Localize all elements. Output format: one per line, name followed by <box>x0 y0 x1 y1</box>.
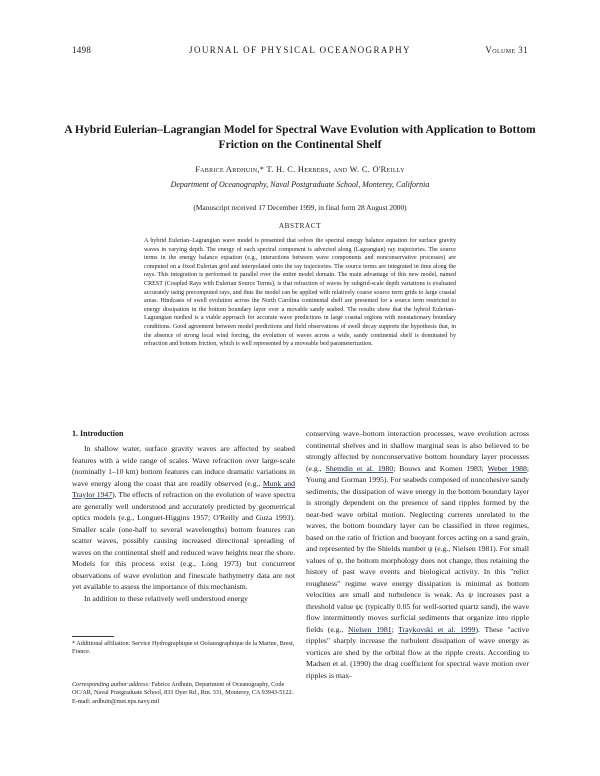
abstract-text: A hybrid Eulerian–Lagrangian wave model is presented that solves the spectral energy balance equation for surface gravity waves in varying depth. The energy of each spectral component is advected along (Lagrangian) ray trajectories. The source terms in the energy balance equation (e.g., interactions between wave components and nonconservative processes) are computed on a fixed Eulerian grid and interpolated onto the ray trajectories. The source terms are integrated in time along the rays. This integration is performed in parallel over the entire model domain. The main advantage of this new model, named CREST (Coupled Rays with Eulerian Source Terms), is that refraction of waves by subgrid-scale depth variations is evaluated accurately using precomputed rays, and thus the model can be applied with relatively coarse source term grids to large coastal areas. Hindcasts of swell evolution across the North Carolina continental shelf are presented for a source term restricted to energy dissipation in the bottom boundary layer over a movable sandy seabed. The results show that the hybrid Eulerian–Lagrangian method is a viable approach for accurate wave predictions in large coastal regions with nonstationary boundary conditions. Good agreement between model predictions and field observations of swell decay supports the hypothesis that, in the absence of strong local wind forcing, the evolution of waves across a wide, sandy continental shelf is dominated by refraction and bottom friction, which is well represented by a moveable bed parameterization. <box>144 238 456 348</box>
citation-link[interactable]: Munk and Traylor 1947 <box>72 478 295 499</box>
author-list: Fabrice Ardhuin,* T. H. C. Herbers, and W. C. O'Reilly <box>195 165 405 174</box>
citation-link[interactable]: Traykovski et al. 1999 <box>398 624 476 634</box>
paragraph-text: ; Bouws and Komen 1983; <box>393 463 488 473</box>
paragraph-text: conserving wave–bottom interaction processes, wave evolution across continental shelves and in shallow marginal seas is also believed to be strongly affected by nonconservative bottom boundary layer processes (e.g., <box>306 429 529 473</box>
page-number: 1498 <box>72 45 92 55</box>
manuscript-dates: (Manuscript received 17 December 1999, in final form 28 August 2000) <box>193 203 407 212</box>
volume-label: Volume 31 <box>485 45 528 55</box>
citation-link[interactable]: Weber 1988 <box>487 463 527 473</box>
paragraph <box>72 443 295 593</box>
section-heading: 1. Introduction <box>72 429 124 438</box>
citation-link[interactable]: Nielsen 1981 <box>348 624 392 634</box>
right-column <box>306 428 529 681</box>
paragraph-text: In shallow water, surface gravity waves are affected by seabed features with a wide range of scales. Wave refraction over large-scale (nominally 1–10 km) bottom features can induce dramatic variations in wave energy along the coast that are readily observed (e.g., <box>72 444 295 488</box>
correspondence-label: Corresponding author address: <box>72 681 150 688</box>
correspondence-block <box>72 681 295 706</box>
journal-name: JOURNAL OF PHYSICAL OCEANOGRAPHY <box>189 45 411 55</box>
email-address[interactable]: E-mail: ardhuin@met.nps.navy.mil <box>72 697 160 705</box>
paragraph-text: ; Young and Gorman 1995). For seabeds composed of noncohesive sandy sediments, the dissipation of wave energy in the bottom boundary layer is strongly dependent on the presence of sand ripples formed by the near-bed wave orbital motion. Neglecting currents unrelated to the waves, the bottom boundary layer can be classified in three regimes, based on the ratio of friction and buoyant forces acting on a sand grain, and represented by the Shields number ψ (e.g., Nielsen 1981). For small values of ψ, the bottom morphology does not change, thus retaining the history of past wave events and biological activity. In this "relict roughness" regime wave energy dissipation is minimal as bottom velocities are small and turbulence is weak. As ψ increases past a threshold value ψc (typically 0.05 for well-sorted quartz sand), the wave flow intermittently moves surficial sediments that organize into ripple fields (e.g., <box>306 463 529 634</box>
paragraph-text: ). The effects of refraction on the evolution of wave spectra are generally well understood and accurately predicted by geometrical optics models (e.g., Longuet-Higgins 1957; O'Reilly and Guza 1993). Smaller scale (one-half to several wavelengths) bottom features can scatter waves, possibly causing increased directional spreading of waves on the continental shelf and reduced wave heights near the shore. Models for this process exist (e.g., Long 1973) but concurrent observations of wave evolution and finescale bathymetry data are not yet available to assess the importance of this mechanism. <box>72 490 295 591</box>
abstract-heading: ABSTRACT <box>278 222 322 230</box>
paragraph-text: ). These "active ripples" sharply increase the turbulent dissipation of wave energy as vortices are shed by the orbital flow at the ripple crests. According to Madsen et al. (1990) the drag coefficient for spectral wave motion over ripples is max- <box>306 624 530 680</box>
paragraph <box>306 428 529 681</box>
footnote-rule <box>72 636 114 637</box>
citation-link[interactable]: Shemdin et al. 1980 <box>325 463 394 473</box>
correspondence-text: Fabrice Ardhuin, Department of Oceanography, Code OC/AR, Naval Postgraduate School, 833 Dyer Rd., Rm. 331, Monterey, CA 93943-5122. <box>72 681 294 697</box>
paragraph-text: ; <box>391 624 399 634</box>
affiliation: Department of Oceanography, Naval Postgraduate School, Monterey, California <box>170 180 430 189</box>
paragraph: In addition to these relatively well understood energy <box>84 593 249 603</box>
footnote: * Additional affiliation: Service Hydrographique et Océanographique de la Marine, Brest, France. <box>72 640 295 656</box>
left-column <box>72 428 295 604</box>
paper-title: A Hybrid Eulerian–Lagrangian Model for Spectral Wave Evolution with Application to Bottom Friction on the Continental Shelf <box>64 123 536 151</box>
